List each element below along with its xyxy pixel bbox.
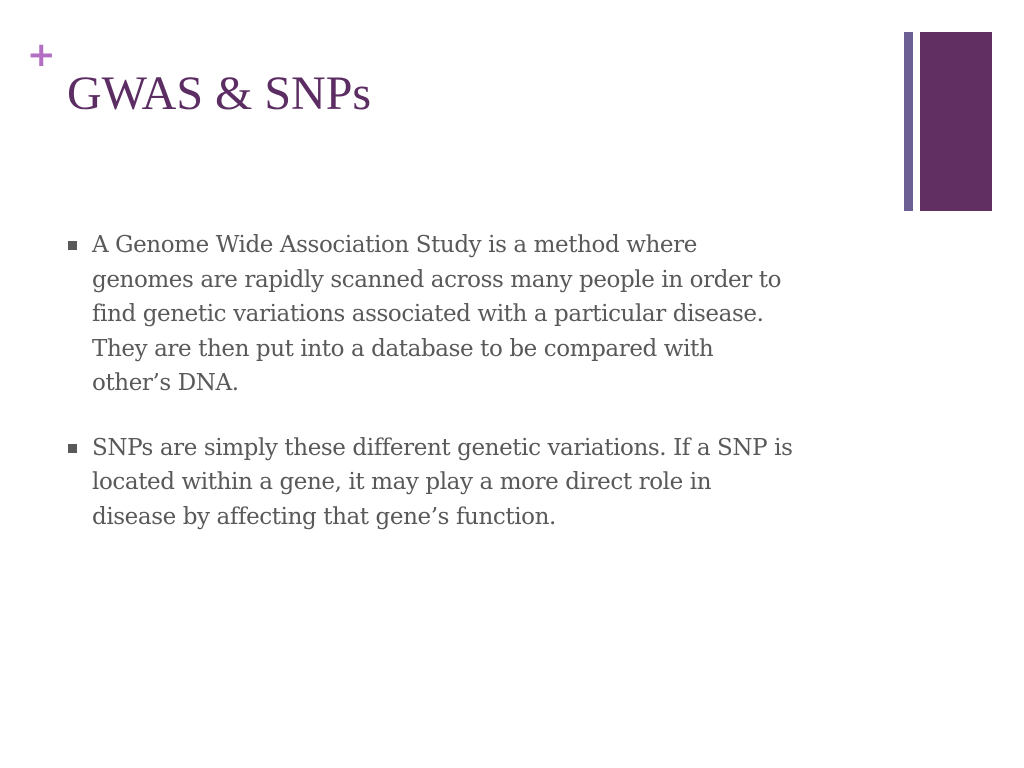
square-bullet-icon bbox=[68, 241, 77, 250]
bullet-line: find genetic variations associated with a particular disease. bbox=[92, 301, 764, 327]
plus-icon: + bbox=[27, 35, 56, 75]
bullet-line: They are then put into a database to be compared with bbox=[92, 335, 714, 362]
square-bullet-icon bbox=[68, 444, 77, 453]
bullet-list bbox=[68, 228, 908, 564]
bullet-item-snps bbox=[68, 431, 908, 535]
bullet-line: genomes are rapidly scanned across many people in order to bbox=[92, 266, 782, 293]
bullet-item-gwas bbox=[68, 228, 908, 401]
accent-bar-thin bbox=[904, 32, 913, 211]
bullet-line: other’s DNA. bbox=[92, 370, 239, 396]
accent-bar-thick bbox=[920, 32, 992, 211]
bullet-line: A Genome Wide Association Study is a method where bbox=[92, 232, 697, 258]
bullet-line: located within a gene, it may play a more direct role in bbox=[92, 469, 712, 495]
bullet-line: SNPs are simply these different genetic variations. If a SNP is bbox=[92, 434, 793, 461]
bullet-line: disease by affecting that gene’s function. bbox=[92, 503, 556, 530]
slide-title: GWAS & SNPs bbox=[67, 67, 372, 120]
